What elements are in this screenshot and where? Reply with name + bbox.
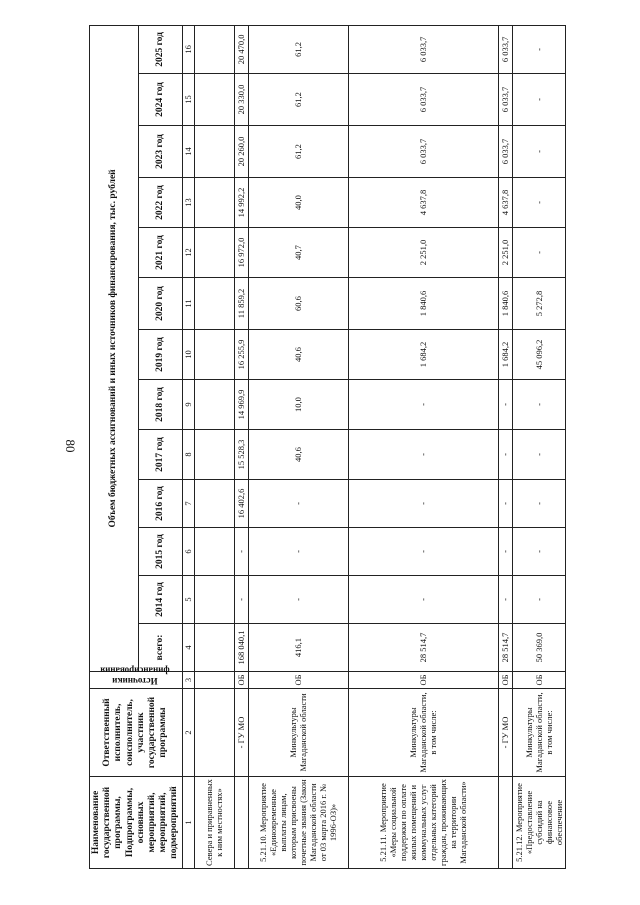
row-year-value: - [512,380,565,430]
row-year-value: 2 251,0 [498,228,512,278]
row-year-value: - [512,74,565,126]
row-responsible: - ГУ МО [234,689,248,777]
col-source-header: Источники финансирования [90,672,183,689]
row-year-value: 15 528,3 [234,430,248,480]
row-year-value: - [512,25,565,73]
row-year-value: 2 251,0 [348,228,498,278]
row-year-value: 16 402,6 [234,480,248,528]
row-year-value: 20 470,0 [234,25,248,73]
table-row [512,25,565,868]
row-year-value: 1 684,2 [348,330,498,380]
row-year-value: - [512,576,565,624]
row-year-value: 20 260,0 [234,126,248,178]
row-year-value: - [498,576,512,624]
row-year-value: - [512,126,565,178]
table-row [498,25,512,868]
row-year-value [194,178,234,228]
row-year-value: - [498,380,512,430]
column-number: 15 [182,74,194,126]
row-responsible: - ГУ МО [498,689,512,777]
table-row [348,25,498,868]
row-year-value: 1 684,2 [498,330,512,380]
row-year-value: - [348,576,498,624]
column-number: 4 [182,624,194,672]
row-responsible [194,689,234,777]
row-year-value: 61,2 [248,25,348,73]
year-header: 2022 год [139,178,183,228]
row-year-value: 16 255,9 [234,330,248,380]
row-year-value: 40,0 [248,178,348,228]
col-funding-header: Объем бюджетных ассигнований и иных источников финансирования, тыс. рублей [90,25,139,671]
year-header: 2019 год [139,330,183,380]
row-year-value: - [234,576,248,624]
row-year-value: 4 637,8 [348,178,498,228]
column-number: 10 [182,330,194,380]
row-year-value: 61,2 [248,126,348,178]
column-number: 2 [182,689,194,777]
row-year-value: 40,6 [248,330,348,380]
row-year-value: 40,7 [248,228,348,278]
column-number: 16 [182,25,194,73]
column-number: 6 [182,528,194,576]
table-row [248,25,348,868]
row-year-value [194,126,234,178]
column-number-row [182,25,194,868]
row-year-value: 11 859,2 [234,278,248,330]
row-year-value [194,430,234,480]
column-number: 9 [182,380,194,430]
table-row [234,25,248,868]
row-year-value: 4 637,8 [498,178,512,228]
row-year-value: 14 992,2 [234,178,248,228]
row-total: 168 040,1 [234,624,248,672]
row-year-value: 6 033,7 [348,74,498,126]
row-source: ОБ [512,672,565,689]
year-header: 2016 год [139,480,183,528]
row-year-value: - [234,528,248,576]
row-year-value: 45 096,2 [512,330,565,380]
row-source: ОБ [234,672,248,689]
column-number: 11 [182,278,194,330]
row-year-value: 6 033,7 [498,74,512,126]
row-name: 5.21.10. Мероприятие «Единовременные выплаты лицам, которым присвоены почетные звания (Закон Магаданской области от 03 марта 2016 г. № 1996-ОЗ)» [248,777,348,869]
row-year-value: 6 033,7 [348,25,498,73]
column-number: 14 [182,126,194,178]
row-year-value [194,528,234,576]
row-year-value: - [498,430,512,480]
year-header: 2017 год [139,430,183,480]
row-name [498,777,512,869]
year-header: 2021 год [139,228,183,278]
row-year-value [194,74,234,126]
year-header: 2023 год [139,126,183,178]
row-year-value: - [248,576,348,624]
row-responsible: Минкультуры Магаданской области, в том числе: [348,689,498,777]
row-year-value [194,278,234,330]
row-year-value: 5 272,8 [512,278,565,330]
row-year-value: 6 033,7 [348,126,498,178]
row-name [234,777,248,869]
row-year-value: - [498,480,512,528]
row-year-value: - [348,380,498,430]
year-header: 2020 год [139,278,183,330]
row-year-value [194,480,234,528]
row-source: ОБ [498,672,512,689]
rotated-table-page [89,26,613,869]
funding-table [89,25,566,869]
year-header: 2015 год [139,528,183,576]
row-year-value: - [512,430,565,480]
row-year-value: - [348,480,498,528]
row-year-value: 10,0 [248,380,348,430]
column-number: 8 [182,430,194,480]
row-name: 5.21.12. Мероприятие «Предоставление субсидий на финансовое обеспечение [512,777,565,869]
row-year-value: - [348,430,498,480]
column-number: 5 [182,576,194,624]
row-total: 28 514,7 [498,624,512,672]
col-total-header: всего: [139,624,183,672]
row-year-value: 20 330,0 [234,74,248,126]
row-name: Севера и приравненных к ним местностях» [194,777,234,869]
row-year-value: 60,6 [248,278,348,330]
row-source: ОБ [348,672,498,689]
row-year-value: 40,6 [248,430,348,480]
row-year-value: - [348,528,498,576]
row-year-value: - [512,480,565,528]
row-year-value: - [248,528,348,576]
row-total: 50 369,0 [512,624,565,672]
year-header: 2014 год [139,576,183,624]
page-number: 80 [63,439,78,453]
year-header: 2024 год [139,74,183,126]
row-total: 416,1 [248,624,348,672]
row-year-value: 6 033,7 [498,25,512,73]
column-number: 13 [182,178,194,228]
year-header: 2018 год [139,380,183,430]
row-year-value [194,380,234,430]
row-year-value: - [512,528,565,576]
row-responsible: Минкультуры Магаданской области [248,689,348,777]
row-year-value: 14 969,9 [234,380,248,430]
row-year-value: 1 840,6 [498,278,512,330]
row-responsible: Минкультуры Магаданской области, в том числе: [512,689,565,777]
row-total [194,624,234,672]
column-number: 1 [182,777,194,869]
header-row-1 [90,25,139,868]
row-total: 28 514,7 [348,624,498,672]
row-source [194,672,234,689]
column-number: 3 [182,672,194,689]
column-number: 12 [182,228,194,278]
row-year-value: - [498,528,512,576]
table-row [194,25,234,868]
column-number: 7 [182,480,194,528]
row-year-value: 16 972,0 [234,228,248,278]
row-year-value [194,330,234,380]
year-header: 2025 год [139,25,183,73]
col-name-header: Наименование государственной программы, Подпрограммы, основных мероприятий, мероприятий, подмероприятий [90,777,183,869]
row-year-value [194,228,234,278]
row-year-value: - [512,228,565,278]
row-year-value: 6 033,7 [498,126,512,178]
col-resp-header: Ответственный исполнитель, соисполнитель, участник государственной программы [90,689,183,777]
row-name: 5.21.11. Мероприятие «Меры социальной поддержки по оплате жилых помещений и коммунальных услуг отдельных категорий граждан, проживающих на территории Магаданской области» [348,777,498,869]
row-year-value: - [512,178,565,228]
row-year-value: 1 840,6 [348,278,498,330]
row-year-value [194,576,234,624]
row-year-value: - [248,480,348,528]
row-year-value [194,25,234,73]
row-year-value: 61,2 [248,74,348,126]
row-source: ОБ [248,672,348,689]
